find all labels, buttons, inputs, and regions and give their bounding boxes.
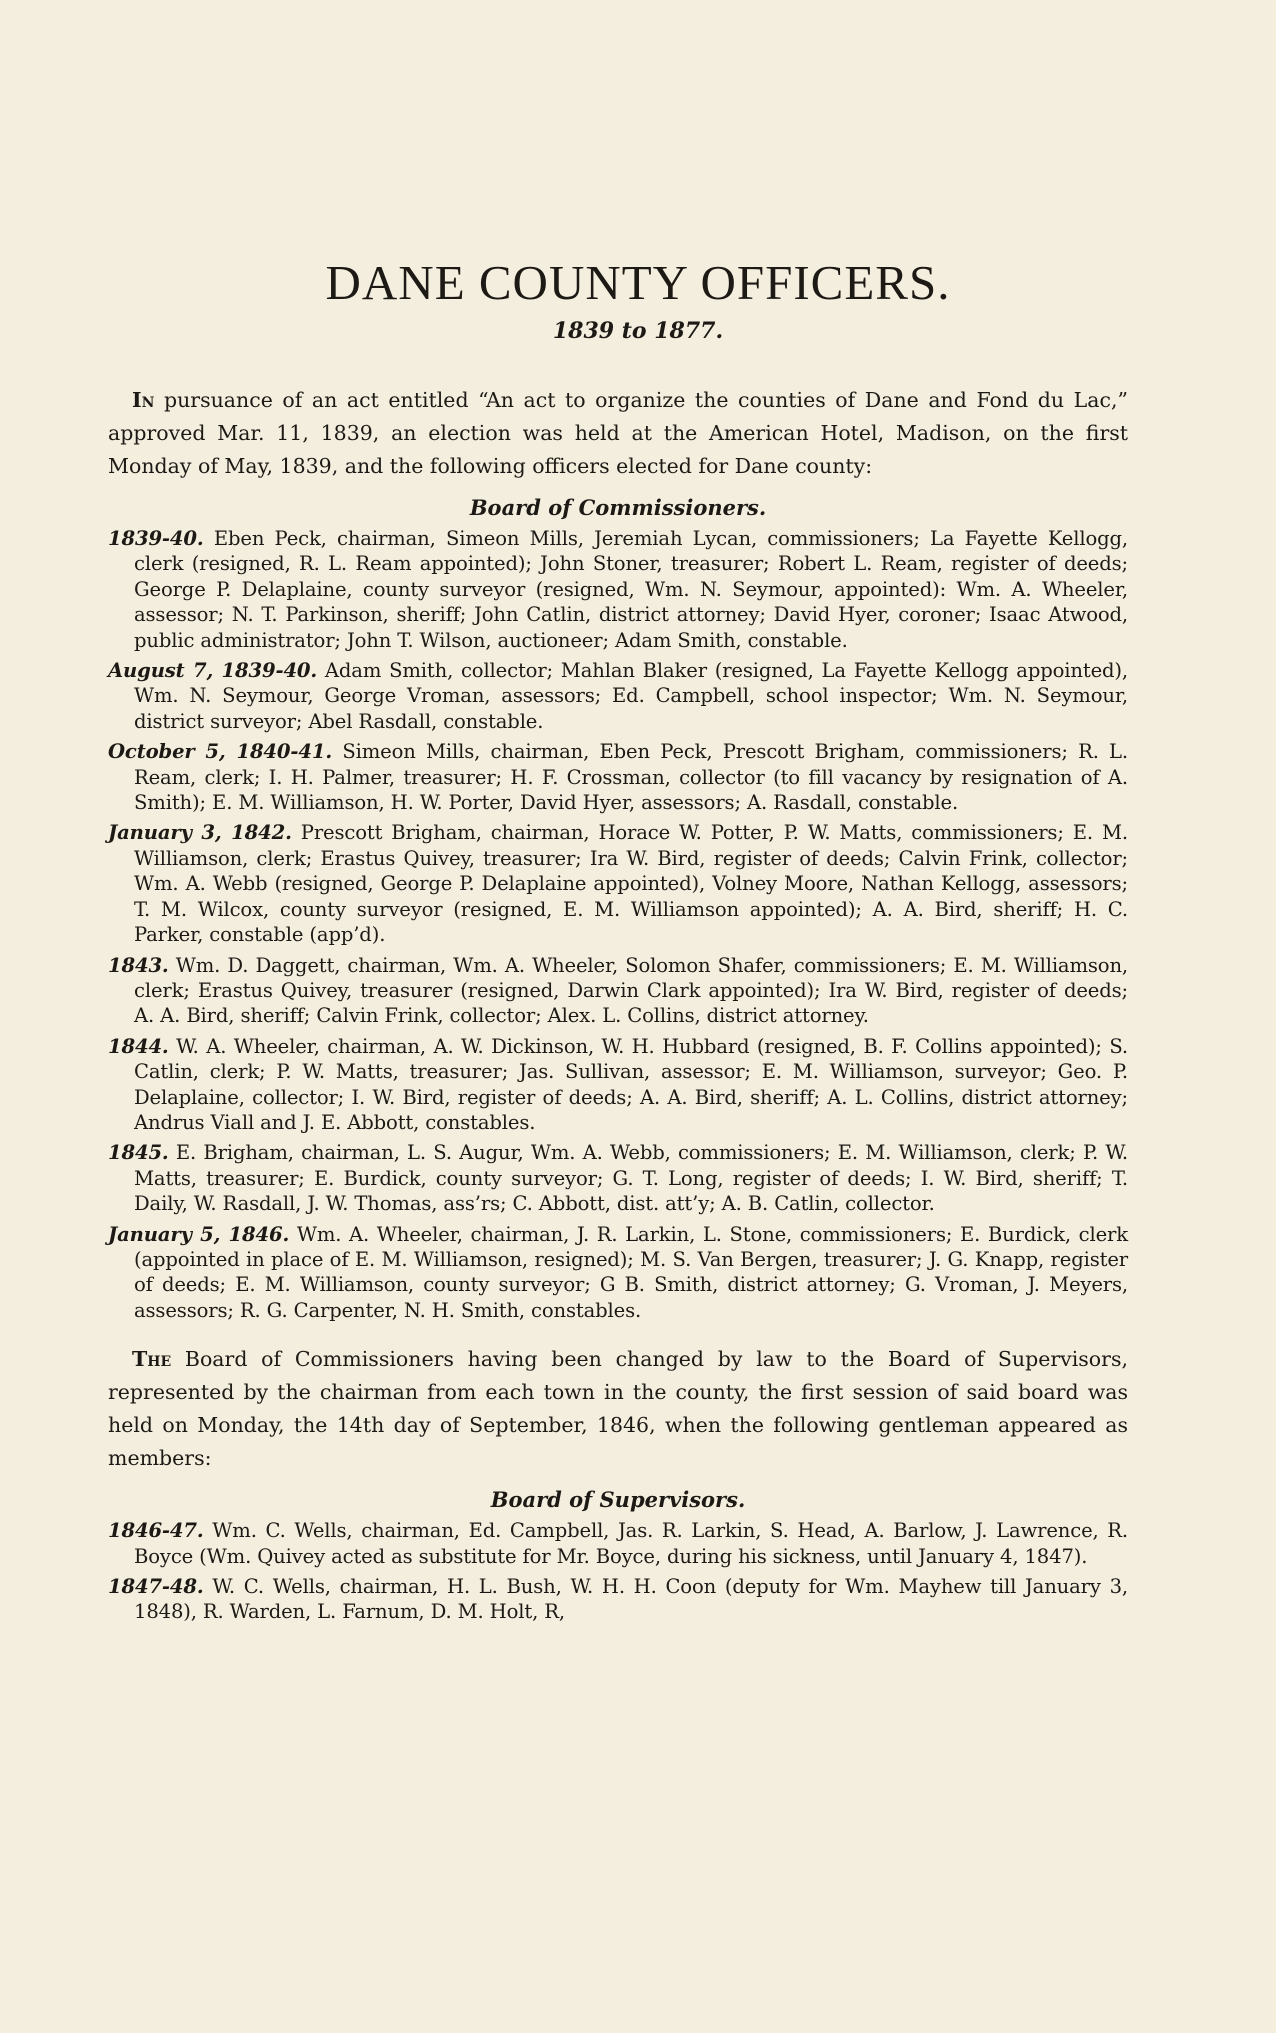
page-title: DANE COUNTY OFFICERS. <box>325 255 951 310</box>
intro-paragraph-2 <box>108 1343 1128 1475</box>
entry <box>108 953 1128 1029</box>
section-heading-supervisors: Board of Supervisors. <box>490 1487 746 1513</box>
entry-text: Eben Peck, chairman, Simeon Mills, Jeremiah Lycan, commissioners; La Fayette Kellogg, clerk (resigned, R. L. Ream appointed); John Stoner, treasurer; Robert L. Ream, register of deeds; George P. Delaplaine, county surveyor (resigned, Wm. N. Seymour, appointed): Wm. A. Wheeler, assessor; N. T. Parkinson, sheriff; John Catlin, district attorney; David Hyer, coroner; Isaac Atwood, public administrator; John T. Wilson, auctioneer; Adam Smith, constable. <box>134 527 1128 652</box>
entry <box>108 1034 1128 1136</box>
entry-text: Wm. C. Wells, chairman, Ed. Campbell, Jas. R. Larkin, S. Head, A. Barlow, J. Lawrence, R. Boyce (Wm. Quivey acted as substitute for Mr. Boyce, during his sickness, until January 4, 1847). <box>134 1519 1128 1568</box>
entry-date: 1846-47. <box>108 1519 204 1543</box>
intro-text: Board of Commissioners having been changed by law to the Board of Supervisors, represented by the chairman from each town in the county, the first session of said board was held on Monday, the 14th day of September, 1846, when the following gentleman appeared as members: <box>108 1347 1128 1471</box>
entry-date: January 3, 1842. <box>108 821 292 845</box>
entry-date: August 7, 1839-40. <box>108 659 318 683</box>
intro-lead-word: In <box>132 388 155 412</box>
entry <box>108 526 1128 653</box>
entry <box>108 739 1128 815</box>
supervisors-list <box>108 1518 1128 1625</box>
entry <box>108 1518 1128 1569</box>
entry-date: January 5, 1846. <box>108 1222 290 1246</box>
entry-date: 1847-48. <box>108 1575 204 1598</box>
intro-lead-word: The <box>132 1347 172 1372</box>
entry-text: Simeon Mills, chairman, Eben Peck, Prescott Brigham, commissioners; R. L. Ream, clerk; I. H. Palmer, treasurer; H. F. Crossman, collector (to fill vacancy by resignation of A. Smith); E. M. Williamson, H. W. Porter, David Hyer, assessors; A. Rasdall, constable. <box>134 740 1129 815</box>
entry <box>108 1222 1128 1324</box>
entry-text: Adam Smith, collector; Mahlan Blaker (resigned, La Fayette Kellogg appointed), Wm. N. Seymour, George Vroman, assessors; Ed. Campbell, school inspector; Wm. N. Seymour, district surveyor; Abel Rasdall, constable. <box>134 659 1128 733</box>
entry <box>108 658 1128 734</box>
entry-date: 1845. <box>108 1141 169 1165</box>
entry <box>108 820 1128 947</box>
entry <box>108 1140 1128 1216</box>
page-subtitle: 1839 to 1877. <box>552 318 724 344</box>
entry-date: 1844. <box>108 1034 169 1058</box>
entry-text: W. C. Wells, chairman, H. L. Bush, W. H. H. Coon (deputy for Wm. Mayhew till January 3, 1848), R. Warden, L. Farnum, D. M. Holt, R, <box>134 1575 1128 1624</box>
intro-text: pursuance of an act entitled “An act to organize the counties of Dane and Fond du Lac,” approved Mar. 11, 1839, an election was held at the American Hotel, Madison, on the first Monday of May, 1839, and the following officers elected for Dane county: <box>108 388 1128 478</box>
entry-text: Prescott Brigham, chairman, Horace W. Potter, P. W. Matts, commissioners; E. M. Williamson, clerk; Erastus Quivey, treasurer; Ira W. Bird, register of deeds; Calvin Frink, collector; Wm. A. Webb (resigned, George P. Delaplaine appointed), Volney Moore, Nathan Kellogg, assessors; T. M. Wilcox, county surveyor (resigned, E. M. Williamson appointed); A. A. Bird, sheriff; H. C. Parker, constable (app’d). <box>134 821 1128 947</box>
intro-paragraph-1 <box>108 384 1128 483</box>
entry-text: W. A. Wheeler, chairman, A. W. Dickinson, W. H. Hubbard (resigned, B. F. Collins appointed); S. Catlin, clerk; P. W. Matts, treasurer; Jas. Sullivan, assessor; E. M. Williamson, surveyor; Geo. P. Delaplaine, collector; I. W. Bird, register of deeds; A. A. Bird, sheriff; A. L. Collins, district attorney; Andrus Viall and J. E. Abbott, constables. <box>134 1034 1128 1134</box>
entry-date: 1839-40. <box>108 527 204 550</box>
section-heading-commissioners: Board of Commissioners. <box>469 495 767 520</box>
entry-date: 1843. <box>108 953 169 977</box>
entry <box>108 1574 1128 1625</box>
document-body <box>108 384 1128 1630</box>
entry-text: Wm. D. Daggett, chairman, Wm. A. Wheeler, Solomon Shafer, commissioners; E. M. Williamson, clerk; Erastus Quivey, treasurer (resigned, Darwin Clark appointed); Ira W. Bird, register of deeds; A. A. Bird, sheriff; Calvin Frink, collector; Alex. L. Collins, district attorney. <box>134 953 1128 1028</box>
entry-text: Wm. A. Wheeler, chairman, J. R. Larkin, L. Stone, commissioners; E. Burdick, clerk (appointed in place of E. M. Williamson, resigned); M. S. Van Bergen, treasurer; J. G. Knapp, register of deeds; E. M. Williamson, county surveyor; G B. Smith, district attorney; G. Vroman, J. Meyers, assessors; R. G. Carpenter, N. H. Smith, constables. <box>134 1222 1128 1322</box>
commissioners-list <box>108 526 1128 1323</box>
entry-date: October 5, 1840-41. <box>108 740 333 764</box>
entry-text: E. Brigham, chairman, L. S. Augur, Wm. A. Webb, commissioners; E. M. Williamson, clerk; P. W. Matts, treasurer; E. Burdick, county surveyor; G. T. Long, register of deeds; I. W. Bird, sheriff; T. Daily, W. Rasdall, J. W. Thomas, ass’rs; C. Abbott, dist. att’y; A. B. Catlin, collector. <box>134 1141 1128 1216</box>
